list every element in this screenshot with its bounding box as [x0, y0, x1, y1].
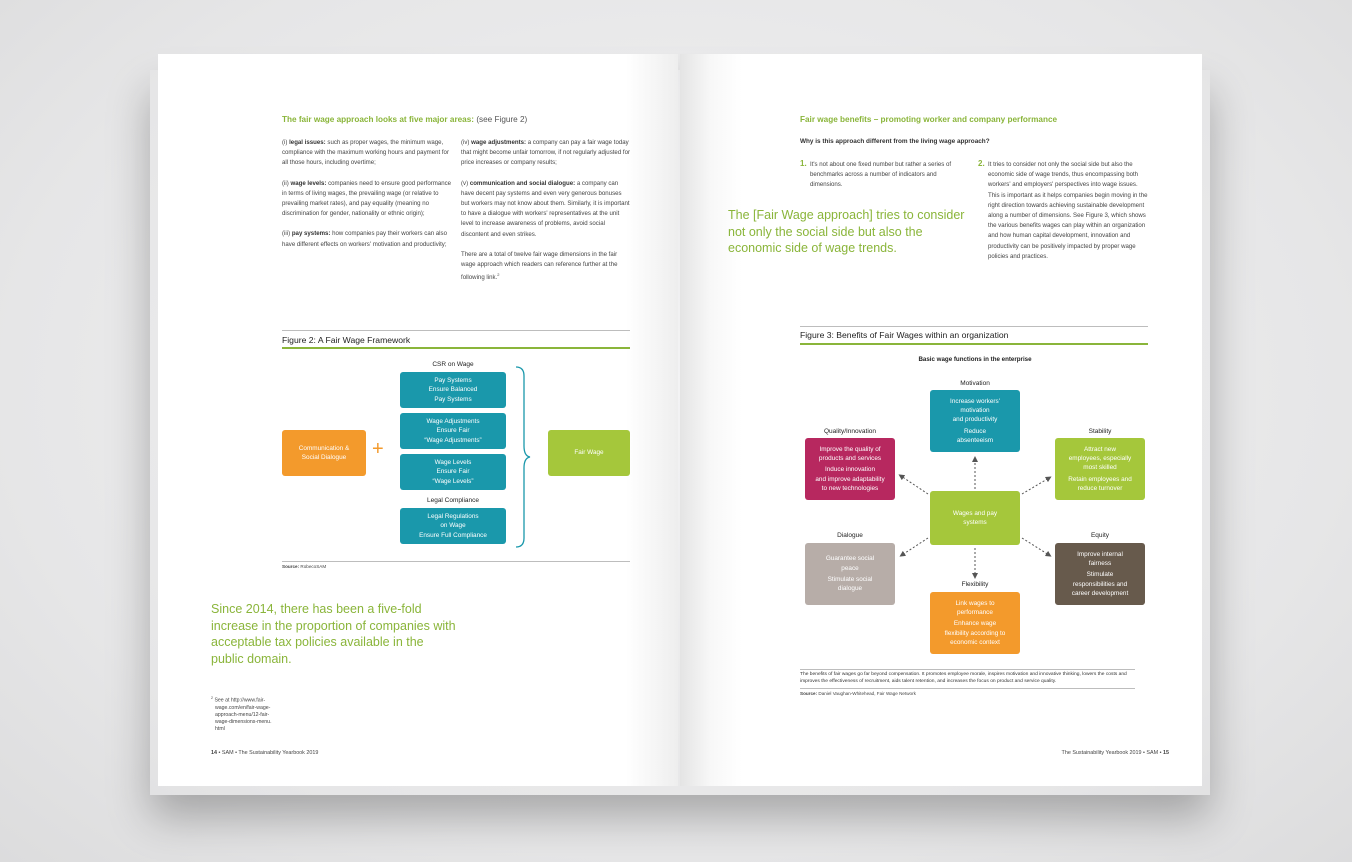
quality-innovation-label: Quality/Innovation	[823, 428, 877, 435]
wage-adjustments-box: Wage Adjustments Ensure Fair “Wage Adjustments”	[400, 413, 506, 449]
benefits-heading: Fair wage benefits – promoting worker and company performance	[800, 115, 1058, 124]
dialogue-box: Guarantee social peace Stimulate social dialogue	[805, 543, 895, 605]
equity-box: Improve internal fairness Stimulate responsibilities and career development	[1055, 543, 1145, 605]
legal-compliance-label: Legal Compliance	[426, 497, 480, 504]
area-legal: (i) legal issues: such as proper wages, the minimum wage, compliance with the maximum working hours and payment for all those hours, including overtime;	[282, 139, 449, 167]
flexibility-box: Link wages to performance Enhance wage flexibility according to economic context	[930, 592, 1020, 654]
five-areas-heading	[282, 115, 527, 124]
motivation-box: Increase workers' motivation and productivity Reduce absenteeism	[930, 390, 1020, 452]
flexibility-label: Flexibility	[961, 581, 989, 588]
right-page	[680, 54, 1202, 786]
areas-col-2	[461, 138, 631, 283]
curly-brace-icon	[514, 366, 534, 548]
area-pay-systems: (iii) pay systems: how companies pay their workers can also have different effects on workers' motivation and productivity;	[282, 230, 447, 248]
legal-regulations-box: Legal Regulations on Wage Ensure Full Compliance	[400, 508, 506, 544]
point-1: 1. It's not about one fixed number but rather a series of benchmarks across a number of indicators and dimensions.	[800, 159, 952, 189]
question-heading: Why is this approach different from the living wage approach?	[800, 138, 990, 145]
figure3-title: Figure 3: Benefits of Fair Wages within an organization	[800, 330, 1009, 340]
figure3-bottom-rule	[800, 669, 1135, 670]
heading-ref: (see Figure 2)	[476, 115, 528, 124]
figure2-source: Source: RobecoSAM	[282, 564, 327, 569]
motivation-label: Motivation	[960, 380, 990, 387]
communication-box: Communication & Social Dialogue	[282, 430, 366, 476]
right-pullquote: The [Fair Wage approach] tries to consider not only the social side but also the economic side of wage trends.	[728, 208, 965, 255]
footnote: $^2$ See at http://www.fair- wage.com/en/fair-wage- approach-menu/12-fair- wage-dimensions-menu. html	[211, 696, 272, 732]
fair-wage-box: Fair Wage	[548, 430, 630, 476]
areas-col-1	[282, 138, 454, 250]
area-wage-levels: (ii) wage levels: companies need to ensure good performance in terms of living wages, the prevailing wage (or relative to prevailing market rates), and pay equality (meaning no discrimination for gender, nationality or ethnic origin);	[282, 179, 452, 218]
left-footer: 14 • SAM • The Sustainability Yearbook 2019	[211, 750, 319, 756]
figure2-top-rule	[282, 330, 630, 331]
figure2-title: Figure 2: A Fair Wage Framework	[282, 335, 411, 345]
figure2-green-rule	[282, 347, 630, 349]
right-footer: The Sustainability Yearbook 2019 • SAM • 15	[1061, 750, 1169, 756]
wage-levels-box: Wage Levels Ensure Fair “Wage Levels”	[400, 454, 506, 490]
wages-pay-systems-box: Wages and pay systems	[930, 491, 1020, 545]
quality-innovation-box: Improve the quality of products and services Induce innovation and improve adaptability to new technologies	[805, 438, 895, 500]
equity-label: Equity	[1090, 532, 1110, 539]
closing-paragraph: There are a total of twelve fair wage dimensions in the fair wage approach which readers can reference further at the following link.$^2$	[461, 250, 618, 282]
figure2-bottom-rule	[282, 561, 630, 562]
left-page	[158, 54, 678, 786]
figure3-source: Source: Daniel Vaughan-Whitehead, Fair Wage Network	[800, 691, 916, 696]
pay-systems-box: Pay Systems Ensure Balanced Pay Systems	[400, 372, 506, 408]
area-wage-adjustments: (iv) wage adjustments: a company can pay a fair wage today that might become unfair tomorrow, if not regularly adjusted for price increases or company results;	[461, 139, 631, 167]
point-2: 2. It tries to consider not only the social side but also the economic side of wage trends, thus encompassing both workers' and employers' perspectives into wage issues. This is important as it helps companies begin moving in the right direction towards achieving sustainable development along a number of dimensions. See Figure 3, which shows the various benefits wages can play within an organization and how human capital development, innovation and productivity can be positively impacted by proper wage policies and practices.	[978, 159, 1148, 260]
csr-label: CSR on Wage	[432, 361, 474, 368]
dialogue-label: Dialogue	[837, 532, 863, 539]
figure3-subtitle: Basic wage functions in the enterprise	[918, 356, 1032, 363]
heading-text: The fair wage approach looks at five major areas:	[282, 115, 475, 124]
plus-sign: +	[372, 438, 384, 460]
area-communication: (v) communication and social dialogue: a company can have decent pay systems and even very generous bonuses but workers may not know about them. Similarly, it is important to have a dialogue with workers' representatives at the unit level to increase awareness of problems, avoid social discontent and even strikes.	[461, 179, 630, 238]
figure3-caption: The benefits of fair wages go far beyond compensation. It promotes employee morale, inspires motivation and innovative thinking, lowers the costs and improves the effectiveness of recruitment, aids talent retention, and increases the focus on product and service quality.	[800, 672, 1127, 684]
stability-label: Stability	[1088, 428, 1112, 435]
figure3-caption-rule	[800, 688, 1135, 689]
left-pullquote: Since 2014, there has been a five-fold increase in the proportion of companies with acceptable tax policies available in the public domain.	[211, 602, 456, 666]
stability-box: Attract new employees, especially most skilled Retain employees and reduce turnover	[1055, 438, 1145, 500]
